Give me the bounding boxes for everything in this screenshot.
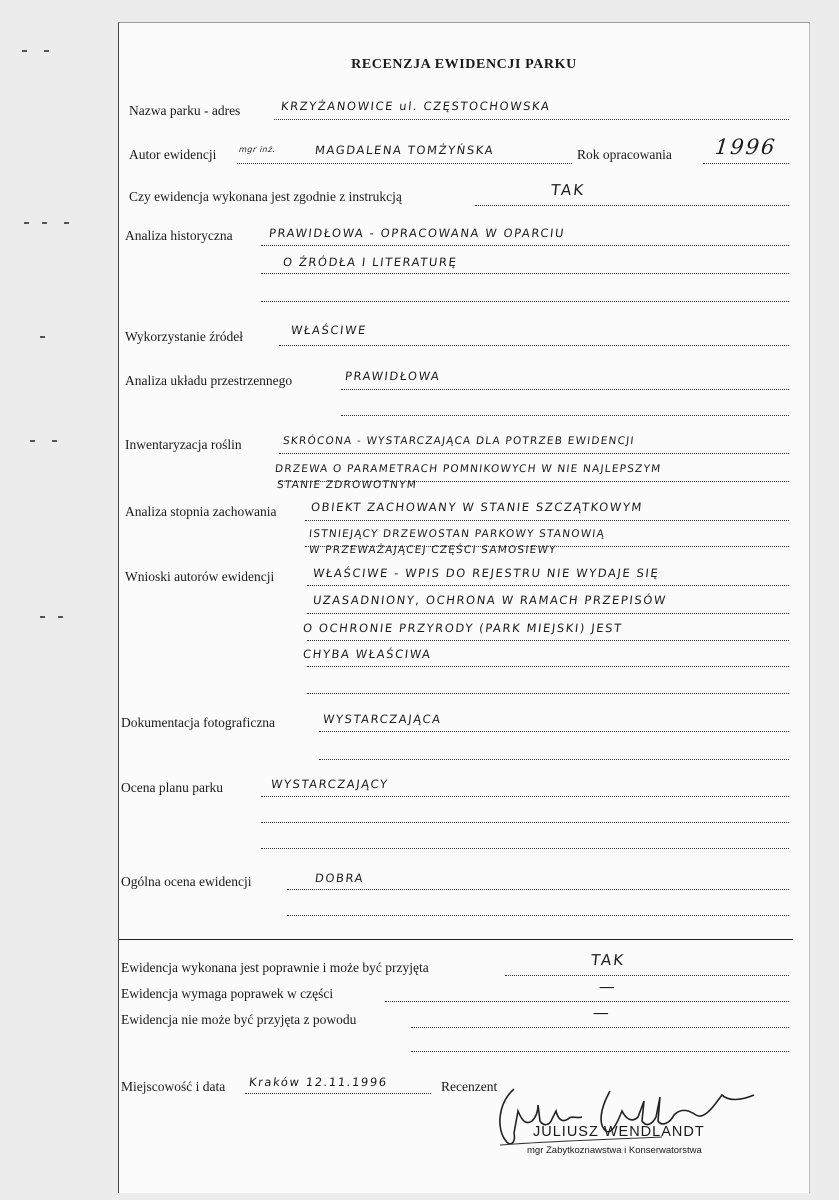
section-divider: [119, 939, 793, 940]
corrections-value: —: [598, 977, 616, 996]
conclusions-line-4: [307, 666, 789, 667]
historical-analysis-label: Analiza historyczna: [125, 228, 233, 243]
photo-docs-value: WYSTARCZAJĄCA: [322, 712, 443, 726]
conclusions-value-3: O OCHRONIE PRZYRODY (PARK MIEJSKI) JEST: [302, 621, 624, 635]
year-value: 1996: [713, 135, 778, 159]
instruction-label: Czy ewidencja wykonana jest zgodnie z instrukcją: [129, 189, 402, 204]
plant-inventory-label: Inwentaryzacja roślin: [125, 437, 242, 452]
reviewer-signature: [492, 1081, 772, 1151]
sources-label: Wykorzystanie źródeł: [125, 329, 244, 344]
conclusions-line-1: [307, 585, 789, 586]
historical-value-1: PRAWIDŁOWA - OPRACOWANA W OPARCIU: [268, 226, 566, 240]
overall-rating-label: Ogólna ocena ewidencji: [121, 874, 252, 889]
rejected-value: —: [592, 1003, 610, 1022]
plan-rating-label: Ocena planu parku: [121, 780, 223, 795]
scan-speck: [44, 50, 49, 52]
author-label: Autor ewidencji: [129, 147, 217, 162]
preservation-line-1: [305, 520, 789, 521]
scan-speck: [40, 336, 45, 338]
plant-inventory-value-1: SKRÓCONA - WYSTARCZAJĄCA DLA POTRZEB EWIDENCJI: [282, 435, 636, 447]
scan-speck: [30, 440, 35, 442]
preservation-value-3: W PRZEWAŻAJĄCEJ CZĘŚCI SAMOSIEWY: [308, 544, 558, 556]
overall-rating-line-2: [287, 915, 789, 916]
historical-value-2: O ŹRÓDŁA I LITERATURĘ: [282, 255, 459, 269]
place-date-label: Miejscowość i data: [121, 1079, 226, 1094]
plant-inventory-value-2: DRZEWA O PARAMETRACH POMNIKOWYCH W NIE NAJLEPSZYM: [274, 463, 662, 475]
preservation-value-2: ISTNIEJĄCY DRZEWOSTAN PARKOWY STANOWIĄ: [308, 528, 606, 540]
year-label: Rok opracowania: [577, 147, 672, 162]
signature-title: mgr Zabytkoznawstwa i Konserwatorstwa: [527, 1145, 702, 1156]
spatial-line-2: [341, 415, 789, 416]
corrections-label: Ewidencja wymaga poprawek w części: [121, 986, 334, 1001]
author-value: MAGDALENA TOMŻYŃSKA: [314, 143, 495, 157]
conclusions-value-4: CHYBA WŁAŚCIWA: [302, 647, 433, 661]
author-title-value: mgr inż.: [238, 145, 277, 154]
sources-value: WŁAŚCIWE: [290, 323, 368, 337]
rejected-label: Ewidencja nie może być przyjęta z powodu: [121, 1012, 357, 1027]
park-name-label: Nazwa parku - adres: [129, 103, 241, 118]
scan-speck: [42, 222, 47, 224]
form-title: RECENZJA EWIDENCJI PARKU: [351, 57, 577, 72]
photo-docs-line-2: [319, 759, 789, 760]
conclusions-line-2: [307, 613, 789, 614]
historical-line-2: [261, 273, 789, 274]
conclusions-line-5: [307, 693, 789, 694]
spatial-line-1: [341, 389, 789, 390]
corrections-line: [385, 1001, 789, 1002]
accepted-label: Ewidencja wykonana jest poprawnie i może być przyjęta: [121, 960, 429, 975]
preservation-label: Analiza stopnia zachowania: [125, 504, 277, 519]
scan-speck: [58, 616, 63, 618]
historical-line-3: [261, 301, 789, 302]
place-date-value: Kraków 12.11.1996: [248, 1075, 389, 1089]
author-line: [237, 163, 572, 164]
conclusions-label: Wnioski autorów ewidencji: [125, 569, 275, 584]
reviewer-label: Recenzent: [441, 1079, 498, 1094]
place-date-line: [245, 1093, 431, 1094]
conclusions-value-1: WŁAŚCIWE - WPIS DO REJESTRU NIE WYDAJE SIĘ: [312, 566, 661, 580]
instruction-value: TAK: [550, 181, 587, 199]
park-name-line: [274, 119, 789, 120]
plan-rating-line-3: [261, 848, 789, 849]
park-name-value: KRZYŻANOWICE ul. CZĘSTOCHOWSKA: [280, 99, 552, 113]
plan-rating-line-1: [261, 796, 789, 797]
scan-speck: [40, 616, 45, 618]
overall-rating-line-1: [287, 889, 789, 890]
spatial-value: PRAWIDŁOWA: [344, 369, 442, 383]
preservation-value-1: OBIEKT ZACHOWANY W STANIE SZCZĄTKOWYM: [310, 500, 644, 514]
scan-speck: [64, 222, 69, 224]
photo-docs-line-1: [319, 731, 789, 732]
plant-inventory-value-3: STANIE ZDROWOTNYM: [276, 479, 418, 491]
plant-inventory-line-1: [279, 453, 789, 454]
spatial-analysis-label: Analiza układu przestrzennego: [125, 373, 293, 388]
scan-speck: [22, 50, 27, 52]
scan-speck: [52, 440, 57, 442]
signature-name: JULIUSZ WENDLANDT: [533, 1124, 705, 1140]
photo-docs-label: Dokumentacja fotograficzna: [121, 715, 276, 730]
overall-rating-value: DOBRA: [314, 871, 365, 885]
instruction-line: [475, 205, 789, 206]
accepted-line: [505, 975, 789, 976]
review-form-page: [118, 22, 810, 1193]
plan-rating-line-2: [261, 822, 789, 823]
accepted-value: TAK: [590, 951, 627, 969]
year-line: [703, 163, 789, 164]
plan-rating-value: WYSTARCZAJĄCY: [270, 777, 390, 791]
conclusions-value-2: UZASADNIONY, OCHRONA W RAMACH PRZEPISÓW: [312, 593, 668, 607]
rejected-line-1: [411, 1027, 789, 1028]
conclusions-line-3: [307, 640, 789, 641]
historical-line-1: [261, 245, 789, 246]
rejected-line-2: [411, 1051, 789, 1052]
scan-speck: [24, 222, 29, 224]
sources-line: [279, 345, 789, 346]
